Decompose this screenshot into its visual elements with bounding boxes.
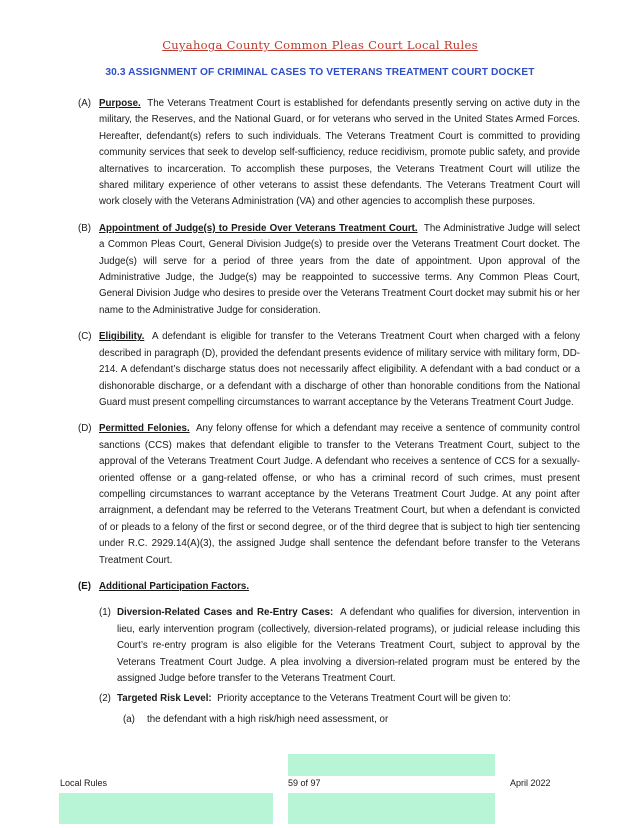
paragraph-label: (B) (78, 222, 91, 234)
subparagraph-1 (99, 605, 580, 687)
subparagraph-2a (123, 712, 580, 728)
paragraph-label: (E) (78, 580, 91, 592)
paragraph-text: The Veterans Treatment Court is established for defendants presently serving on active duty in the military, the Reserves, and the National Guard, or for veterans who served in the United States Armed Forces. Hereafter, defendant(s) refers to such individuals. The Veterans Treatment Court is committed to providing community services that seek to develop self-sufficiency, reduce recidivism, promote public safety, and provide alternatives to incarceration. To accomplish these purposes, the Veterans Treatment Court will utilize the shared military experience of other veterans to assist these defendants. The Veterans Treatment Court will work closely with the Veterans Administration (VA) and other agencies to accomplish these purposes. (99, 98, 580, 208)
subparagraph-label: (2) (99, 693, 111, 705)
footer-left-text: Local Rules (60, 778, 108, 788)
paragraph-label: (A) (78, 98, 91, 109)
subparagraph-title: Targeted Risk Level: (117, 693, 212, 705)
paragraph-a (78, 96, 580, 211)
subparagraph-title: Diversion-Related Cases and Re-Entry Cases: (117, 607, 334, 619)
paragraph-c (78, 329, 580, 411)
highlight-box-bottom-right (288, 793, 495, 824)
paragraph-title: Appointment of Judge(s) to Preside Over Veterans Treatment Court. (99, 222, 418, 234)
footer-date: April 2022 (510, 778, 551, 788)
section-title: 30.3 ASSIGNMENT OF CRIMINAL CASES TO VETERANS TREATMENT COURT DOCKET (105, 67, 535, 78)
paragraph-title: Eligibility. (99, 331, 145, 343)
paragraph-title: Permitted Felonies. (99, 423, 190, 435)
document-body (78, 96, 580, 728)
subparagraph-label: (1) (99, 607, 111, 619)
subparagraph-text: A defendant who qualifies for diversion, intervention in lieu, early intervention program (collectively, diversion-related programs), or judicial release including this Court’s re-entry program is also eligible for the Veterans Treatment Court, subject to approval by the Veterans Treatment Court Judge. A plea involving a diversion-related program must be entered by the assigned Judge before transfer to the Veterans Treatment Court. (117, 607, 580, 684)
paragraph-text: Any felony offense for which a defendant may receive a sentence of community control sanctions (CCS) makes that defendant eligible to transfer to the Veterans Treatment Court, subject to the approval of the Veterans Treatment Court Judge. A defendant who receives a sentence of CCS for a sexually-oriented offense or a gang-related offense, or who has a criminal record of such crimes, must present compelling circumstances to warrant acceptance by the Veterans Treatment Court Judge. At any point after arraignment, a defendant may be referred to the Veterans Treatment Court, but when a defendant is convicted of or pleads to a felony of the first or second degree, or of the third degree that is subject to high tier sentencing under R.C. 2929.14(A)(3), the assigned Judge shall sentence the defendant before transfer to the Veterans Treatment Court. (99, 423, 580, 566)
highlight-box-top (288, 754, 495, 776)
paragraph-label: (D) (78, 423, 92, 435)
footer-page-number: 59 of 97 (288, 778, 321, 788)
paragraph-text: The Administrative Judge will select a Common Pleas Court, General Division Judge(s) to preside over the Veterans Treatment Court docket. The Judge(s) will serve for a period of three years from the date of appointment. Upon approval of the Administrative Judge, the Judge(s) may be reappointed to successive terms. Any Common Pleas Court, General Division Judge who desires to preside over the Veterans Treatment Court docket may submit his or her name to the Administrative Judge for consideration. (99, 222, 580, 316)
subparagraph-text: Priority acceptance to the Veterans Treatment Court will be given to: (217, 693, 511, 705)
page-header-title: Cuyahoga County Common Pleas Court Local Rules (162, 38, 478, 52)
paragraph-label: (C) (78, 331, 92, 343)
subparagraph-2 (99, 691, 580, 707)
paragraph-text: A defendant is eligible for transfer to the Veterans Treatment Court when charged with a felony described in paragraph (D), provided the defendant presents evidence of military service with military form, DD-214. A defendant’s discharge status does not necessarily affect eligibility. A defendant with a bad conduct or a dishonorable discharge, or a defendant with a discharge of other than honorable conditions from the National Guard must present compelling circumstances to warrant acceptance by the Veterans Treatment Court Judge. (99, 331, 581, 408)
paragraph-e-heading (78, 579, 580, 595)
paragraph-d (78, 421, 580, 569)
highlight-box-bottom-left (59, 793, 273, 824)
paragraph-b (78, 221, 580, 319)
subparagraph-label: (a) (123, 713, 135, 725)
subparagraph-text: the defendant with a high risk/high need assessment, or (147, 713, 389, 725)
paragraph-title: Additional Participation Factors. (99, 580, 250, 592)
paragraph-title: Purpose. (99, 98, 141, 109)
